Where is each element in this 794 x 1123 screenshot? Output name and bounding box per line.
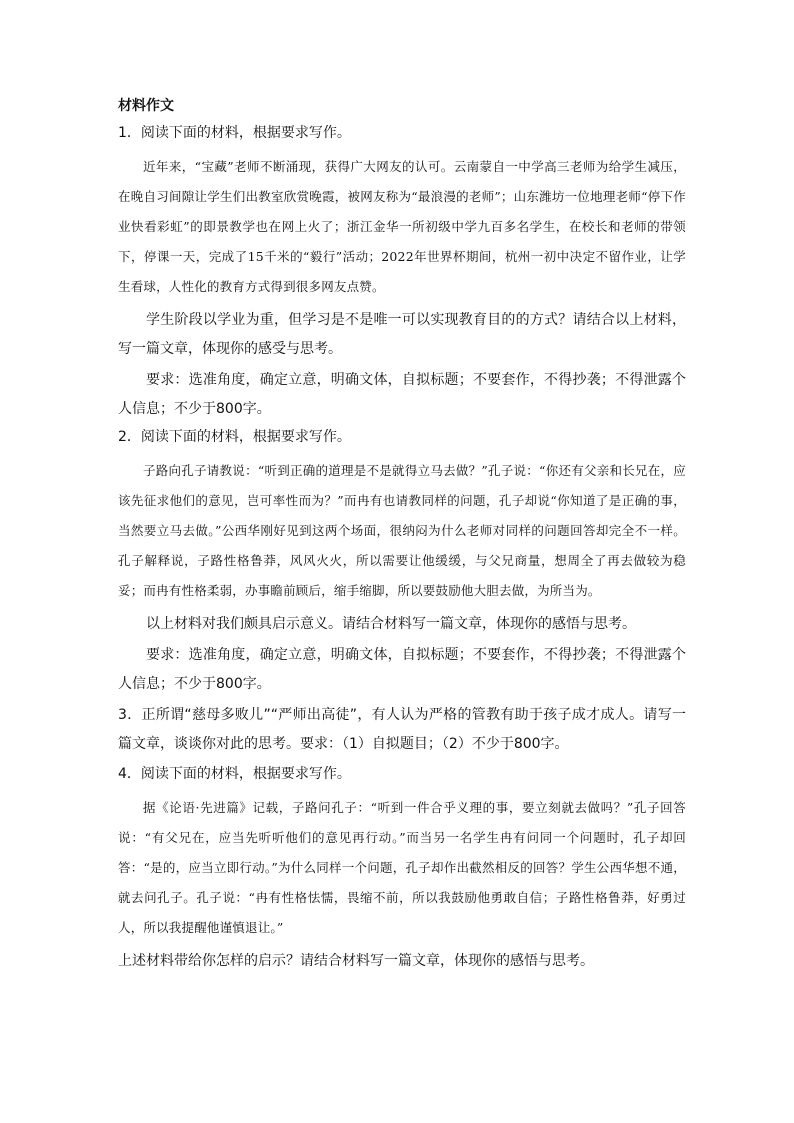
- question-1-requirement: 要求：选准角度，确定立意，明确文体，自拟标题；不要套作，不得抄袭；不得泄露个人信息；不少于800字。: [118, 372, 686, 417]
- question-1-material: 近年来，“宝藏”老师不断涌现，获得广大网友的认可。云南蒙自一中学高三老师为给学生减压，在晚自习间隙让学生们出教室欣赏晚霞，被网友称为“最浪漫的老师”；山东潍坊一位地理老师“停下作业快看彩虹”的即景教学也在网上火了；浙江金华一所初级中学九百多名学生，在校长和老师的带领下，停课一天，完成了15千米的“毅行”活动；2022年世界杯期间，杭州一初中决定不留作业，让学生看球，人性化的教育方式得到很多网友点赞。: [118, 159, 686, 294]
- question-2: [118, 426, 686, 699]
- question-3-text: 3．正所谓“慈母多败儿”“严师出高徒”，有人认为严格的管教有助于孩子成才成人。请写一篇文章，谈谈你对此的思考。要求：（1）自拟题目；（2）不少于800字。: [118, 707, 686, 752]
- section-title: 材料作文: [118, 98, 174, 114]
- question-4-heading: 4．阅读下面的材料，根据要求写作。: [118, 766, 351, 782]
- question-1-prompt: 学生阶段以学业为重，但学习是不是唯一可以实现教育目的的方式？请结合以上材料，写一篇文章，体现你的感受与思考。: [118, 312, 686, 357]
- question-4-material: 据《论语·先进篇》记载，子路问孔子：“听到一件合乎义理的事，要立刻就去做吗？”孔子回答说：“有父兄在，应当先听听他们的意见再行动。”而当另一名学生冉有问同一个问题时，孔子却回答：“是的，应当立即行动。”为什么同样一个问题，孔子却作出截然相反的回答？学生公西华想不通，就去问孔子。孔子说：“冉有性格怯懦，畏缩不前，所以我鼓励他勇敢自信；子路性格鲁莽，好勇过人，所以我提醒他谨慎退让。”: [118, 800, 686, 935]
- question-3: [118, 701, 686, 759]
- question-2-material: 子路向孔子请教说：“听到正确的道理是不是就得立马去做？”孔子说：“你还有父亲和长兄在，应该先征求他们的意见，岂可率性而为？”而冉有也请教同样的问题，孔子却说“你知道了是正确的事，当然要立马去做。”公西华刚好见到这两个场面，很纳闷为什么老师对同样的问题回答却完全不一样。孔子解释说，子路性格鲁莽，风风火火，所以需要让他缓缓，与父兄商量，想周全了再去做较为稳妥；而冉有性格柔弱，办事瞻前顾后，缩手缩脚，所以要鼓励他大胆去做，为所当为。: [118, 463, 686, 598]
- question-1-heading: 1．阅读下面的材料，根据要求写作。: [118, 125, 351, 141]
- question-4-prompt: 上述材料带给你怎样的启示？请结合材料写一篇文章，体现你的感悟与思考。: [118, 953, 594, 969]
- document-page: [118, 96, 686, 976]
- question-1: [118, 122, 686, 424]
- question-2-prompt: 以上材料对我们颇具启示意义。请结合材料写一篇文章，体现你的感悟与思考。: [146, 616, 636, 632]
- question-4: [118, 763, 686, 976]
- question-2-requirement: 要求：选准角度，确定立意，明确文体，自拟标题；不要套作，不得抄袭；不得泄露个人信息；不少于800字。: [118, 647, 686, 692]
- question-2-heading: 2．阅读下面的材料，根据要求写作。: [118, 429, 351, 445]
